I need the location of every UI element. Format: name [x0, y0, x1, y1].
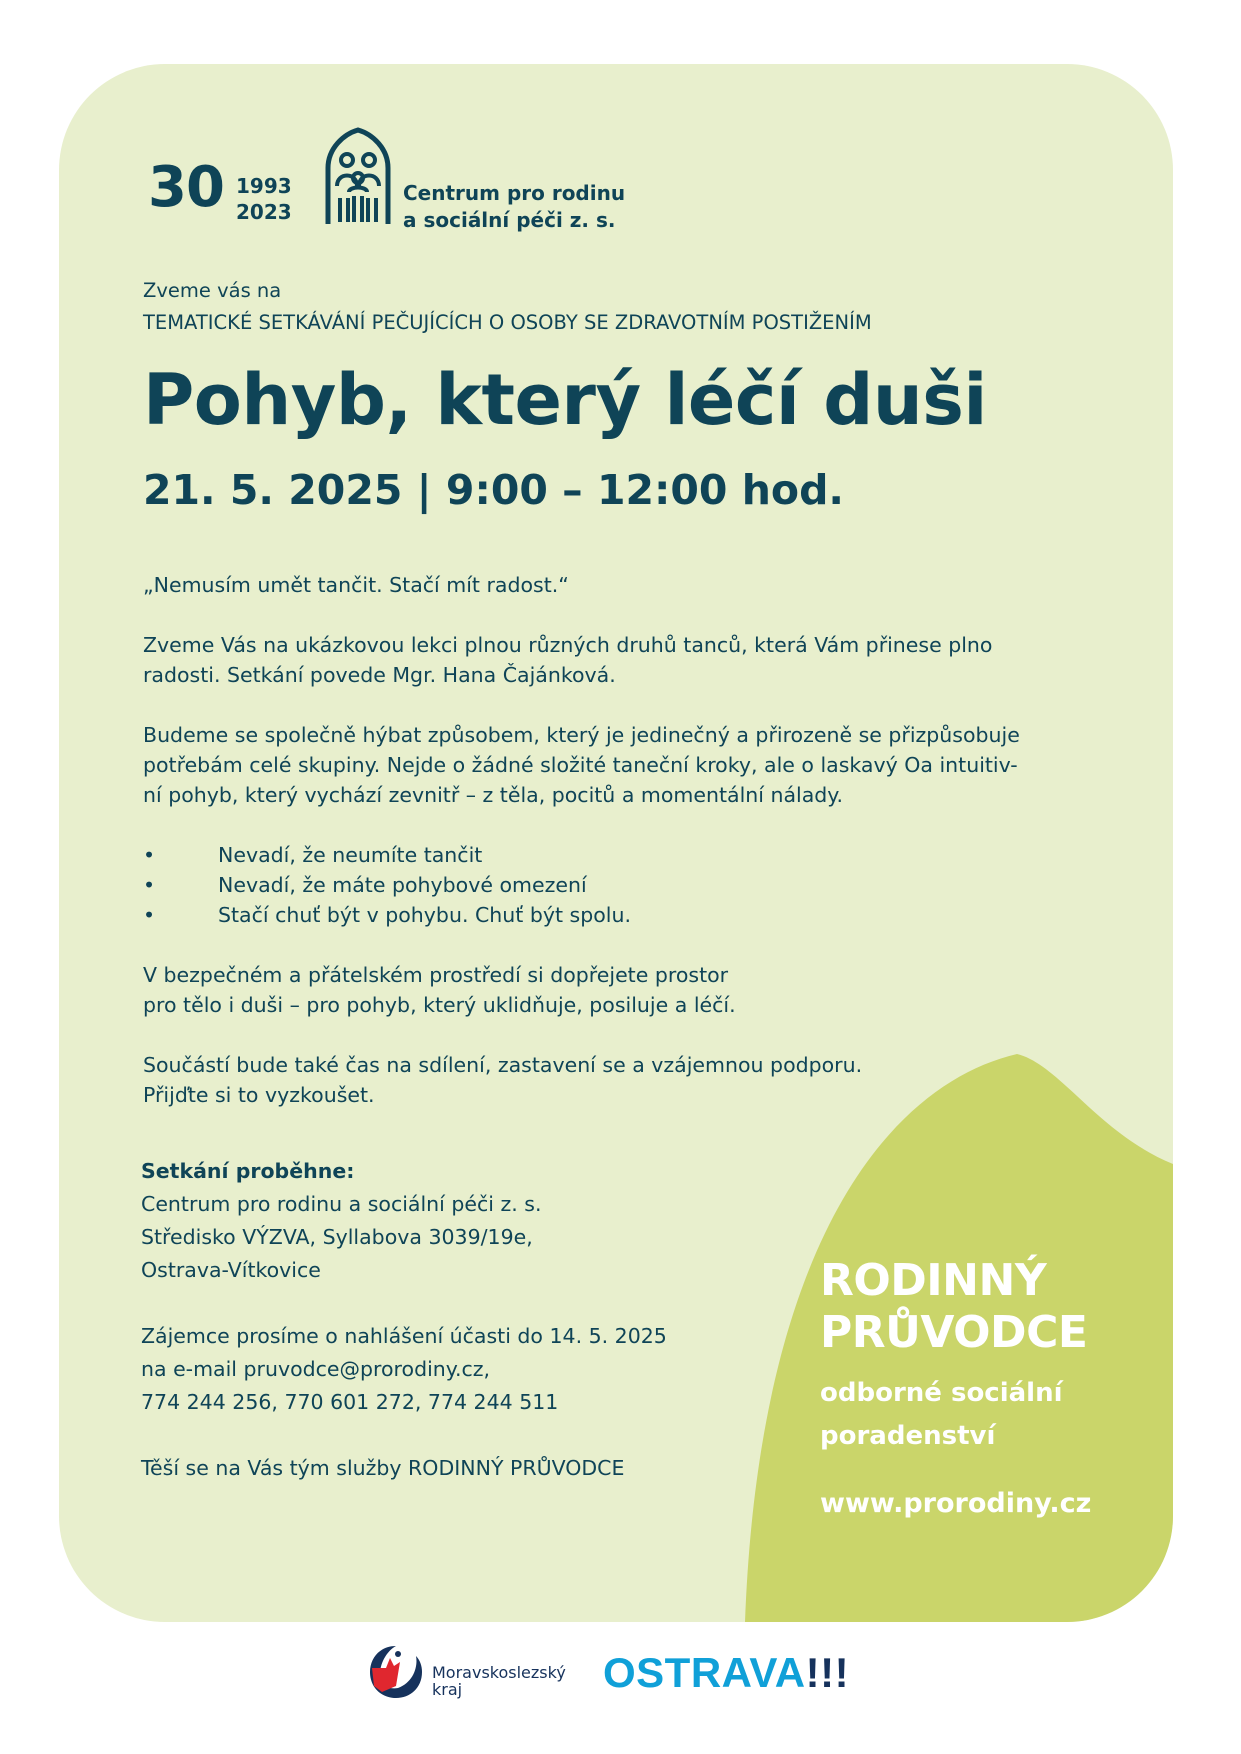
- list-item: • Stačí chuť být v pohybu. Chuť být spolu.: [143, 900, 1103, 930]
- invitation-line: Zveme vás na: [143, 279, 282, 302]
- closing-line: Těší se na Vás tým služby RODINNÝ PRŮVODCE: [141, 1456, 625, 1480]
- paragraph: Zveme Vás na ukázkovou lekci plnou různých druhů tanců, která Vám přinese plno radosti. Setkání povede Mgr. Hana Čajánková.: [143, 633, 993, 687]
- service-title: RODINNÝ PRŮVODCE: [820, 1255, 1088, 1358]
- bullet-list: [143, 840, 1103, 930]
- paragraph: Budeme se společně hýbat způsobem, který je jedinečný a přirozeně se přizpůsobuje potřebám celé skupiny. Nejde o žádné složité taneční kroky, ale o laskavý Oa intuitiv- ní pohyb, který vychází zevnitř – z těla, pocitů a momentální nálady.: [143, 723, 1020, 807]
- venue-info: [141, 1155, 701, 1485]
- year-start: 1993: [236, 174, 292, 198]
- registration-phones[interactable]: 774 244 256, 770 601 272, 774 244 511: [141, 1390, 559, 1414]
- organization-name: [403, 180, 625, 234]
- paragraph: Součástí bude také čas na sdílení, zastavení se a vzájemnou podporu. Přijďte si to vyzkoušet.: [143, 1053, 863, 1107]
- invitation-topic: TEMATICKÉ SETKÁVÁNÍ PEČUJÍCÍCH O OSOBY SE ZDRAVOTNÍM POSTIŽENÍM: [143, 311, 872, 334]
- anniversary-number: 30: [148, 155, 224, 220]
- service-subtitle: odborné sociální poradenství: [820, 1378, 1063, 1451]
- event-title: Pohyb, který léčí duši: [143, 359, 987, 441]
- invitation: [143, 275, 872, 339]
- org-name-line: Centrum pro rodinu: [403, 181, 626, 205]
- registration-email[interactable]: na e-mail pruvodce@prorodiny.cz,: [141, 1357, 491, 1381]
- quote: „Nemusím umět tančit. Stačí mít radost.“: [143, 573, 569, 597]
- venue-label: Setkání proběhne:: [141, 1159, 355, 1183]
- ostrava-logo: OSTRAVA!!!: [603, 1649, 850, 1696]
- registration-line: Zájemce prosíme o nahlášení účasti do 14. 5. 2025: [141, 1324, 667, 1348]
- website-link[interactable]: www.prorodiny.cz: [820, 1488, 1092, 1519]
- year-end: 2023: [236, 200, 292, 224]
- venue-line: Ostrava-Vítkovice: [141, 1258, 321, 1282]
- venue-line: Centrum pro rodinu a sociální péči z. s.: [141, 1192, 542, 1216]
- moravskoslezsky-kraj-logo-icon: [366, 1642, 426, 1700]
- event-description: [143, 570, 1103, 1140]
- bullet-icon: •: [143, 873, 156, 897]
- list-item: • Nevadí, že máte pohybové omezení: [143, 870, 1103, 900]
- event-datetime: 21. 5. 2025 | 9:00 – 12:00 hod.: [143, 466, 845, 514]
- list-item: • Nevadí, že neumíte tančit: [143, 840, 1103, 870]
- org-name-line: a sociální péči z. s.: [403, 208, 616, 232]
- bullet-icon: •: [143, 843, 156, 867]
- anniversary-years: [236, 173, 292, 225]
- paragraph: V bezpečném a přátelském prostředí si dopřejete prostor pro tělo i duši – pro pohyb, který uklidňuje, posiluje a léčí.: [143, 963, 736, 1017]
- family-arch-icon: [322, 126, 394, 230]
- bullet-icon: •: [143, 903, 156, 927]
- moravskoslezsky-kraj-text: Moravskoslezský kraj: [432, 1663, 566, 1699]
- venue-line: Středisko VÝZVA, Syllabova 3039/19e,: [141, 1225, 533, 1249]
